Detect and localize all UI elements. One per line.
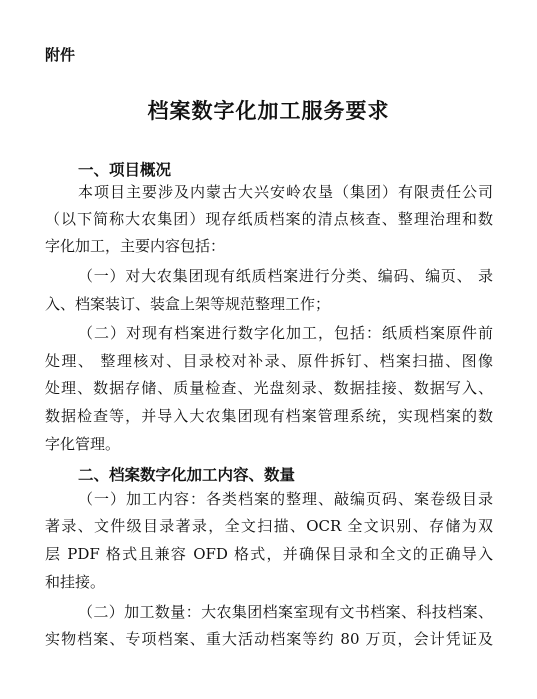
paragraph-line: （以下简称大农集团）现存纸质档案的清点核查、整理治理和数 [45, 210, 493, 228]
paragraph-line: （一）对大农集团现有纸质档案进行分类、编码、编页、 录 [78, 267, 493, 285]
paragraph-line: 层 PDF 格式且兼容 OFD 格式，并确保目录和全文的正确导入 [45, 545, 493, 563]
paragraph-line: （二）对现有档案进行数字化加工，包括：纸质档案原件前 [78, 324, 493, 342]
paragraph-line: 本项目主要涉及内蒙古大兴安岭农垦（集团）有限责任公司 [78, 183, 493, 201]
paragraph-line: （二）加工数量：大农集团档案室现有文书档案、科技档案、 [78, 603, 493, 621]
paragraph-line: 处理、 整理核对、目录校对补录、原件拆钉、档案扫描、图像 [45, 352, 493, 370]
paragraph-line: 和挂接。 [45, 573, 106, 591]
paragraph-line: 字化管理。 [45, 435, 121, 453]
section-heading-content: 二、档案数字化加工内容、数量 [78, 466, 296, 484]
paragraph-line: 字化加工，主要内容包括： [45, 237, 226, 255]
document-title: 档案数字化加工服务要求 [147, 98, 390, 123]
section-heading-overview: 一、项目概况 [78, 161, 172, 179]
attachment-label: 附件 [45, 46, 76, 64]
paragraph-line: 处理、数据存储、质量检查、光盘刻录、数据挂接、数据写入、 [45, 379, 493, 397]
paragraph-line: 入、档案装订、装盒上架等规范整理工作； [45, 295, 331, 313]
paragraph-line: 著录、文件级目录著录，全文扫描、OCR 全文识别、存储为双 [45, 517, 493, 535]
paragraph-line: 实物档案、专项档案、重大活动档案等约 80 万页，会计凭证及 [45, 630, 493, 648]
paragraph-line: 数据检查等，并导入大农集团现有档案管理系统，实现档案的数 [45, 407, 493, 425]
paragraph-line: （一）加工内容：各类档案的整理、敲编页码、案卷级目录 [78, 490, 493, 508]
